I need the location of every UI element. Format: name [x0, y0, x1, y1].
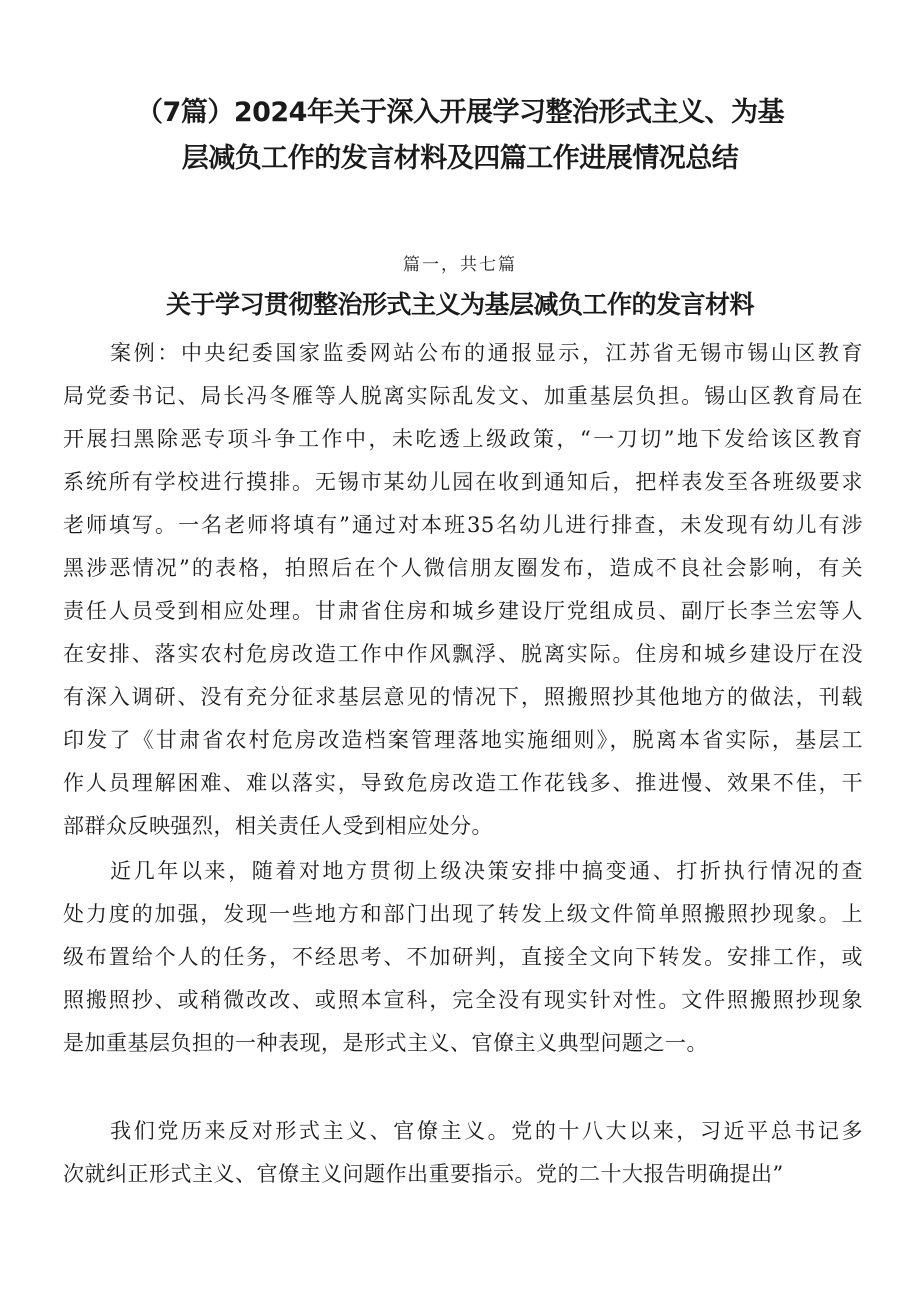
document-title-line: （7篇）2024年关于深入开展学习整治形式主义、为基	[136, 97, 784, 128]
paragraph-party-history	[63, 1110, 863, 1196]
paragraph-line: 近几年以来，随着对地方贯彻上级决策安排中搞变通、打折执行情况的查	[63, 859, 863, 883]
section-label: 篇一，共七篇	[403, 255, 517, 275]
paragraph-line: 老师填写。一名老师将填有”通过对本班35名幼儿进行排查，未发现有幼儿有涉	[63, 513, 863, 537]
paragraph-line: 处力度的加强，发现一些地方和部门出现了转发上级文件简单照搬照抄现象。上	[63, 902, 863, 926]
section-title: 关于学习贯彻整治形式主义为基层减负工作的发言材料	[165, 290, 754, 319]
paragraph-line: 照搬照抄、或稍微改改、或照本宣科，完全没有现实针对性。文件照搬照抄现象	[63, 988, 863, 1012]
document-title-line: 层减负工作的发言材料及四篇工作进展情况总结	[181, 143, 739, 174]
paragraph-line: 黑涉恶情况”的表格，拍照后在个人微信朋友圈发布，造成不良社会影响，有关	[63, 556, 863, 580]
paragraph-line: 印发了《甘肃省农村危房改造档案管理落地实施细则》，脱离本省实际，基层工	[63, 728, 863, 752]
paragraph-line: 局党委书记、局长冯冬雁等人脱离实际乱发文、加重基层负担。锡山区教育局在	[63, 384, 863, 408]
paragraph-line: 是加重基层负担的一种表现，是形式主义、官僚主义典型问题之一。	[63, 1031, 708, 1055]
paragraph-line: 级布置给个人的任务，不经思考、不加研判，直接全文向下转发。安排工作，或	[63, 945, 863, 969]
paragraph-case-example	[63, 332, 863, 848]
paragraph-line: 系统所有学校进行摸排。无锡市某幼儿园在收到通知后，把样表发至各班级要求	[63, 470, 863, 494]
paragraph-line: 有深入调研、没有充分征求基层意见的情况下，照搬照抄其他地方的做法，刊载	[63, 685, 863, 709]
paragraph-line: 我们党历来反对形式主义、官僚主义。党的十八大以来，习近平总书记多	[63, 1119, 863, 1143]
paragraph-line: 开展扫黑除恶专项斗争工作中，未吃透上级政策，“一刀切”地下发给该区教育	[63, 427, 863, 451]
paragraph-line: 次就纠正形式主义、官僚主义问题作出重要指示。党的二十大报告明确提出”	[63, 1162, 784, 1186]
paragraph-line: 部群众反映强烈，相关责任人受到相应处分。	[63, 814, 493, 838]
paragraph-line: 责任人员受到相应处理。甘肃省住房和城乡建设厅党组成员、副厅长李兰宏等人	[63, 599, 863, 623]
paragraph-line: 在安排、落实农村危房改造工作中作风飘浮、脱离实际。住房和城乡建设厅在没	[63, 642, 863, 666]
paragraph-recent-years	[63, 850, 863, 1065]
document-title	[60, 90, 860, 182]
paragraph-line: 案例：中央纪委国家监委网站公布的通报显示，江苏省无锡市锡山区教育	[63, 341, 863, 365]
paragraph-line: 作人员理解困难、难以落实，导致危房改造工作花钱多、推进慢、效果不佳，干	[63, 771, 863, 795]
